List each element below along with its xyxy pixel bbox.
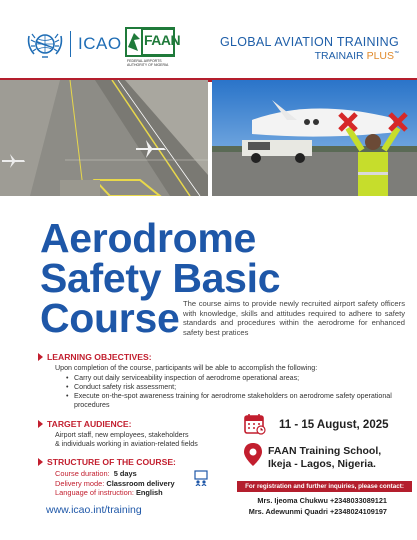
language-label: Language of instruction: [55, 488, 134, 498]
target-audience-heading: TARGET AUDIENCE: [47, 419, 132, 429]
course-structure-heading: STRUCTURE OF THE COURSE: [47, 457, 176, 467]
header-divider [70, 31, 71, 57]
faan-wordmark: FAAN [144, 32, 181, 48]
duration-label: Course duration: [55, 469, 110, 478]
list-item: • Carry out daily serviceability inspection of aerodrome operational areas; [74, 374, 414, 383]
course-description: The course aims to provide newly recruited airport safety officers with knowledge, skills and attitudes required to adhere to safety standards and procedures within the aerodrome for enhanced safety best pratices [183, 299, 405, 338]
audience-line-2: & individuals working in aviation-related fields [55, 439, 198, 448]
course-title-line3: Course [40, 295, 180, 341]
location-pin-icon [243, 442, 263, 468]
duration-value: 5 days [113, 469, 137, 478]
course-venue [268, 445, 381, 471]
faan-caption: FEDERAL AIRPORTS AUTHORITY OF NIGERIA [127, 59, 169, 67]
plus-text: PLUS [366, 50, 394, 62]
list-item: • Execute on-the-spot awareness training for aerodrome stakeholders on aerodrome safety operational procedures [74, 392, 414, 410]
course-title-line2: Safety Basic [40, 255, 281, 301]
learning-intro: Upon completion of the course, participants will be able to accomplish the following: [55, 364, 318, 372]
audience-line-1: Airport staff, new employees, stakeholders [55, 431, 189, 439]
course-dates: 11 - 15 August, 2025 [279, 419, 389, 431]
website-link[interactable]: www.icao.int/training [46, 504, 142, 516]
icao-wordmark: ICAO [78, 34, 122, 53]
list-item: • Conduct safety risk assessment; [74, 383, 414, 392]
contact-person-1: Mrs. Ijeoma Chukwu +2348033089121 [257, 496, 387, 505]
trademark-mark: ™ [394, 50, 399, 57]
learning-objectives-list [64, 374, 414, 410]
calendar-icon [244, 413, 266, 435]
faan-logo [125, 27, 181, 57]
contact-heading: For registration and further inquiries, please contact: [245, 483, 404, 490]
contact-person-2: Mrs. Adewunmi Quadri +2348024109197 [248, 507, 387, 516]
venue-line-1: FAAN Training School, [268, 445, 382, 457]
marshaller-aircraft-photo [212, 80, 417, 196]
delivery-mode-label: Delivery mode: [55, 478, 105, 488]
classroom-icon [194, 470, 208, 486]
runway-aerial-photo [0, 80, 208, 196]
venue-line-2: Ikeja - Lagos, Nigeria. [268, 458, 376, 471]
learning-objectives-heading: LEARNING OBJECTIVES: [47, 352, 152, 362]
program-subtitle [315, 50, 399, 62]
course-title-line1: Aerodrome [40, 215, 257, 261]
language-value: English [135, 488, 163, 498]
target-audience-text [55, 431, 255, 449]
program-title: GLOBAL AVIATION TRAINING [219, 35, 399, 49]
icao-emblem-icon [26, 30, 64, 60]
trainair-text: TRAINAIR [314, 50, 364, 62]
delivery-mode-value: Classroom delivery [106, 478, 175, 488]
